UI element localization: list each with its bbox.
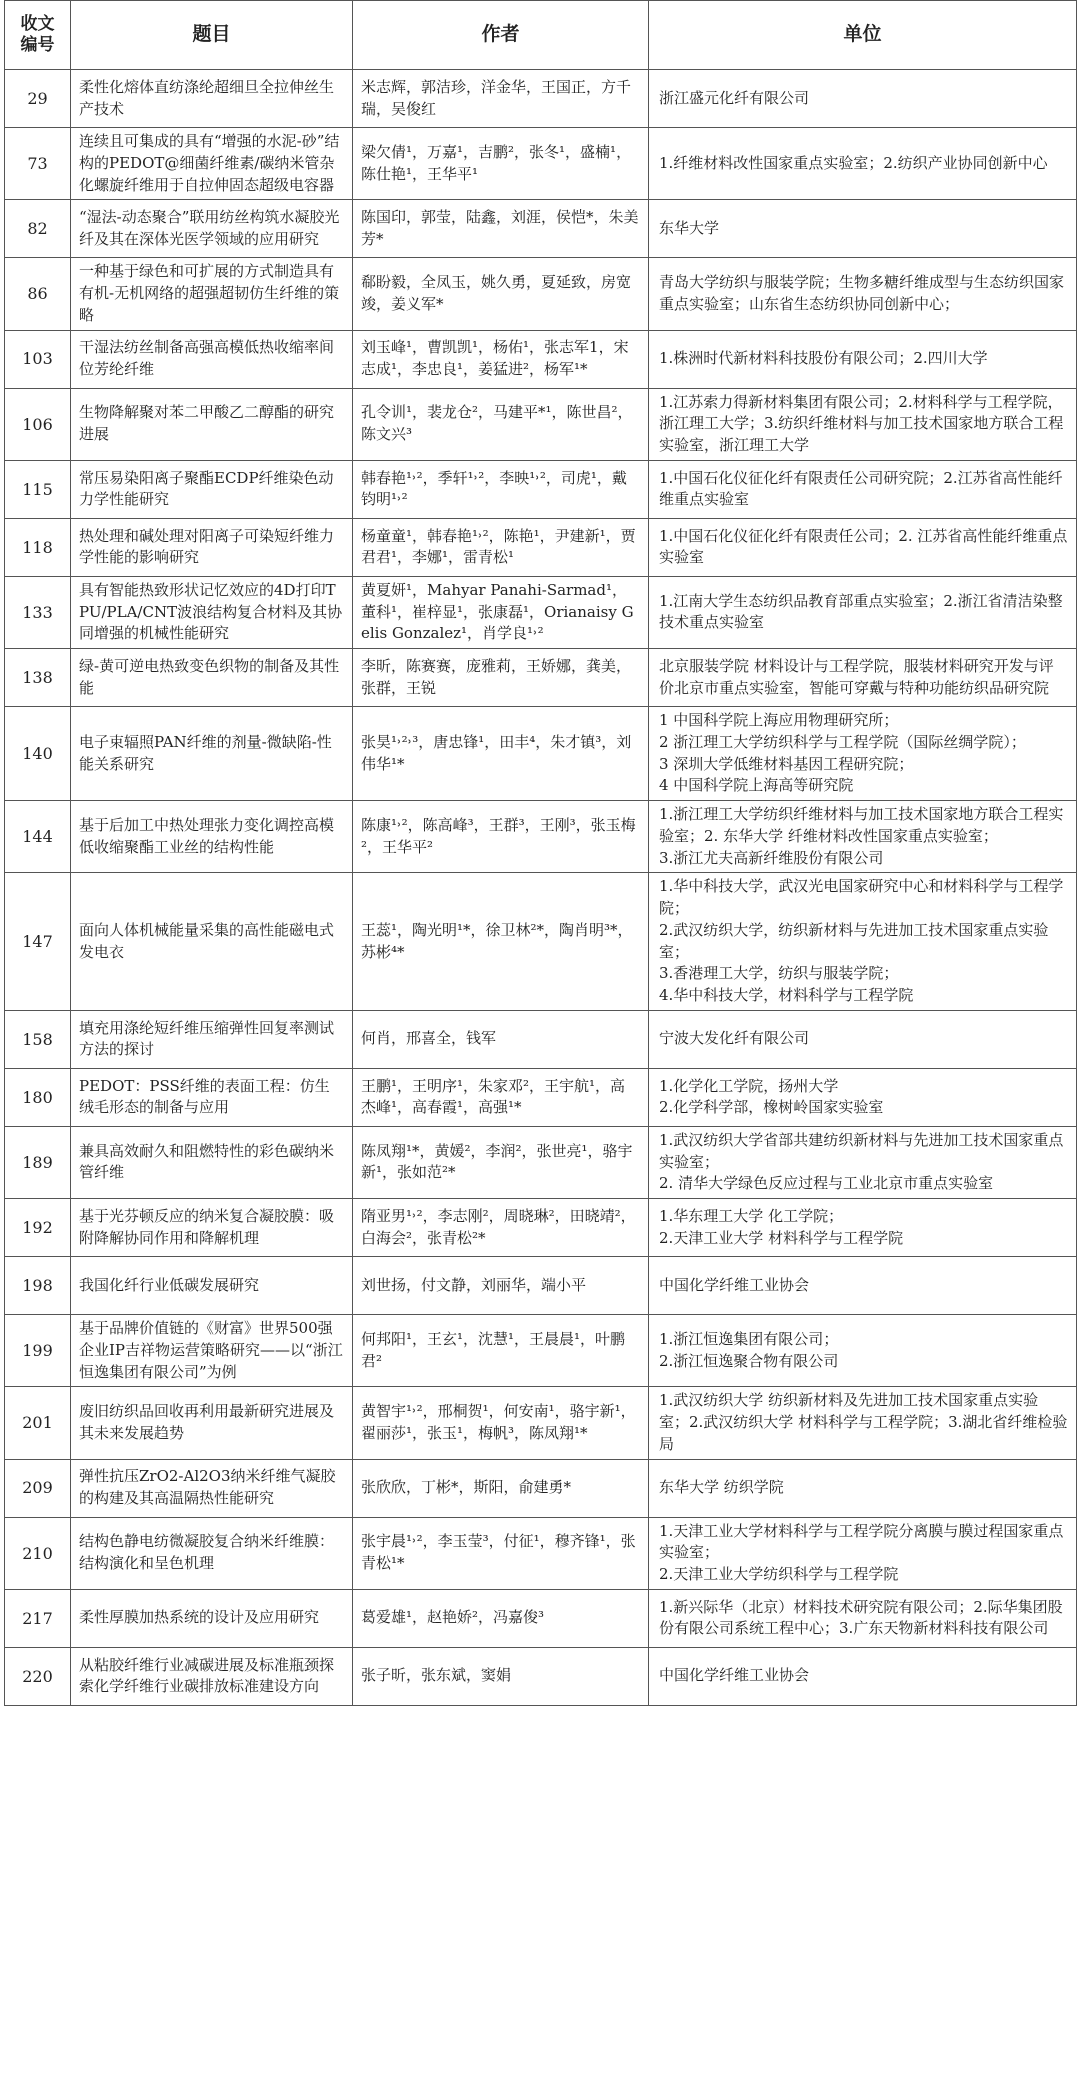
cell-title: 基于后加工中热处理张力变化调控高模低收缩聚酯工业丝的结构性能 (71, 801, 353, 873)
cell-title: 我国化纤行业低碳发展研究 (71, 1257, 353, 1315)
table-row (5, 200, 1077, 258)
table-row (5, 1589, 1077, 1647)
table-row (5, 1010, 1077, 1068)
cell-unit: 1.株洲时代新材料科技股份有限公司；2.四川大学 (649, 330, 1077, 388)
cell-id: 29 (5, 70, 71, 128)
cell-unit: 1.江苏索力得新材料集团有限公司；2.材料科学与工程学院，浙江理工大学；3.纺织纤维材料与加工技术国家地方联合工程实验室，浙江理工大学 (649, 388, 1077, 460)
table-row (5, 388, 1077, 460)
cell-authors: 张宇晨¹˒²，李玉莹³，付征¹，穆齐锋¹，张青松¹* (353, 1517, 649, 1589)
cell-authors: 郗盼毅，全凤玉，姚久勇，夏延致，房宽竣，姜义军* (353, 258, 649, 330)
cell-unit: 1.武汉纺织大学 纺织新材料及先进加工技术国家重点实验室；2.武汉纺织大学 材料科学与工程学院；3.湖北省纤维检验局 (649, 1387, 1077, 1459)
paper-list-table (4, 0, 1077, 1706)
cell-unit: 1.纤维材料改性国家重点实验室；2.纺织产业协同创新中心 (649, 128, 1077, 200)
cell-id: 73 (5, 128, 71, 200)
header-author: 作者 (353, 1, 649, 70)
cell-authors: 隋亚男¹˒²，李志刚²，周晓琳²，田晓靖²，白海会²，张青松²* (353, 1199, 649, 1257)
cell-unit: 1.化学化工学院，扬州大学 2.化学科学部，橡树岭国家实验室 (649, 1068, 1077, 1126)
table-row (5, 649, 1077, 707)
cell-id: 198 (5, 1257, 71, 1315)
cell-authors: 韩春艳¹˒²，季轩¹˒²，李映¹˒²，司虎¹，戴钧明¹˒² (353, 460, 649, 518)
cell-title: 填充用涤纶短纤维压缩弹性回复率测试方法的探讨 (71, 1010, 353, 1068)
table-row (5, 128, 1077, 200)
cell-unit: 1 中国科学院上海应用物理研究所； 2 浙江理工大学纺织科学与工程学院（国际丝绸学院）； 3 深圳大学低维材料基因工程研究院； 4 中国科学院上海高等研究院 (649, 707, 1077, 801)
cell-id: 106 (5, 388, 71, 460)
table-row (5, 1257, 1077, 1315)
cell-id: 199 (5, 1315, 71, 1387)
cell-authors: 杨童童¹，韩春艳¹˒²，陈艳¹，尹建新¹，贾君君¹，李娜¹，雷青松¹ (353, 518, 649, 576)
table-row (5, 518, 1077, 576)
cell-id: 118 (5, 518, 71, 576)
cell-unit: 浙江盛元化纤有限公司 (649, 70, 1077, 128)
cell-authors: 张欣欣，丁彬*，斯阳，俞建勇* (353, 1459, 649, 1517)
cell-authors: 刘玉峰¹，曹凯凯¹，杨佑¹，张志军1，宋志成¹，李忠良¹，姜猛进²，杨军¹* (353, 330, 649, 388)
table-row (5, 873, 1077, 1011)
table-body (5, 70, 1077, 1706)
cell-id: 103 (5, 330, 71, 388)
cell-authors: 梁欠倩¹，万嘉¹，吉鹏²，张冬¹，盛楠¹，陈仕艳¹，王华平¹ (353, 128, 649, 200)
cell-title: 结构色静电纺微凝胶复合纳米纤维膜：结构演化和呈色机理 (71, 1517, 353, 1589)
cell-id: 217 (5, 1589, 71, 1647)
cell-unit: 宁波大发化纤有限公司 (649, 1010, 1077, 1068)
cell-authors: 葛爱雄¹，赵艳娇²，冯嘉俊³ (353, 1589, 649, 1647)
cell-authors: 陈国印，郭莹，陆鑫，刘涯，侯恺*，朱美芳* (353, 200, 649, 258)
cell-title: “湿法-动态聚合”联用纺丝构筑水凝胶光纤及其在深体光医学领域的应用研究 (71, 200, 353, 258)
cell-unit: 青岛大学纺织与服装学院；生物多糖纤维成型与生态纺织国家重点实验室；山东省生态纺织协同创新中心； (649, 258, 1077, 330)
cell-id: 140 (5, 707, 71, 801)
cell-id: 220 (5, 1647, 71, 1705)
table-row (5, 1517, 1077, 1589)
cell-title: 弹性抗压ZrO2-Al2O3纳米纤维气凝胶的构建及其高温隔热性能研究 (71, 1459, 353, 1517)
cell-unit: 中国化学纤维工业协会 (649, 1647, 1077, 1705)
table-row (5, 1126, 1077, 1198)
cell-authors: 刘世扬，付文静，刘丽华，端小平 (353, 1257, 649, 1315)
header-id-line1: 收文 (20, 13, 55, 34)
cell-title: 热处理和碱处理对阳离子可染短纤维力学性能的影响研究 (71, 518, 353, 576)
cell-title: 常压易染阳离子聚酯ECDP纤维染色动力学性能研究 (71, 460, 353, 518)
cell-authors: 陈康¹˒²，陈高峰³，王群³，王刚³，张玉梅²，王华平² (353, 801, 649, 873)
cell-unit: 中国化学纤维工业协会 (649, 1257, 1077, 1315)
cell-title: 干湿法纺丝制备高强高模低热收缩率间位芳纶纤维 (71, 330, 353, 388)
cell-unit: 1.武汉纺织大学省部共建纺织新材料与先进加工技术国家重点实验室； 2. 清华大学绿色反应过程与工业北京市重点实验室 (649, 1126, 1077, 1198)
header-id (5, 1, 71, 70)
cell-authors: 何邦阳¹，王玄¹，沈慧¹，王晨晨¹，叶鹏君² (353, 1315, 649, 1387)
cell-title: PEDOT：PSS纤维的表面工程：仿生绒毛形态的制备与应用 (71, 1068, 353, 1126)
cell-authors: 黄夏妍¹，Mahyar Panahi-Sarmad¹，董科¹，崔梓显¹，张康磊¹，Orianaisy Gelis Gonzalez¹，肖学良¹˒² (353, 576, 649, 648)
cell-unit: 1.中国石化仪征化纤有限责任公司；2. 江苏省高性能纤维重点实验室 (649, 518, 1077, 576)
cell-unit: 北京服装学院 材料设计与工程学院，服装材料研究开发与评价北京市重点实验室，智能可穿戴与特种功能纺织品研究院 (649, 649, 1077, 707)
cell-title: 兼具高效耐久和阻燃特性的彩色碳纳米管纤维 (71, 1126, 353, 1198)
cell-id: 189 (5, 1126, 71, 1198)
table-row (5, 330, 1077, 388)
cell-id: 180 (5, 1068, 71, 1126)
header-unit: 单位 (649, 1, 1077, 70)
table-row (5, 258, 1077, 330)
cell-title: 从粘胶纤维行业减碳进展及标准瓶颈探索化学纤维行业碳排放标准建设方向 (71, 1647, 353, 1705)
table-header (5, 1, 1077, 70)
cell-id: 133 (5, 576, 71, 648)
cell-unit: 1.浙江恒逸集团有限公司； 2.浙江恒逸聚合物有限公司 (649, 1315, 1077, 1387)
cell-authors: 米志辉，郭洁珍，洋金华，王国正，方千瑞，吴俊红 (353, 70, 649, 128)
cell-title: 柔性厚膜加热系统的设计及应用研究 (71, 1589, 353, 1647)
cell-title: 具有智能热致形状记忆效应的4D打印TPU/PLA/CNT波浪结构复合材料及其协同增强的机械性能研究 (71, 576, 353, 648)
table-row (5, 70, 1077, 128)
table-row (5, 1387, 1077, 1459)
cell-title: 一种基于绿色和可扩展的方式制造具有有机-无机网络的超强超韧仿生纤维的策略 (71, 258, 353, 330)
cell-id: 147 (5, 873, 71, 1011)
table-row (5, 1315, 1077, 1387)
cell-authors: 张昊¹˒²˒³，唐忠锋¹，田丰⁴，朱才镇³，刘伟华¹* (353, 707, 649, 801)
cell-title: 连续且可集成的具有“增强的水泥-砂”结构的PEDOT@细菌纤维素/碳纳米管杂化螺旋纤维用于自拉伸固态超级电容器 (71, 128, 353, 200)
cell-unit: 1.江南大学生态纺织品教育部重点实验室；2.浙江省清洁染整技术重点实验室 (649, 576, 1077, 648)
cell-title: 柔性化熔体直纺涤纶超细旦全拉伸丝生产技术 (71, 70, 353, 128)
cell-id: 201 (5, 1387, 71, 1459)
cell-unit: 1.浙江理工大学纺织纤维材料与加工技术国家地方联合工程实验室；2. 东华大学 纤维材料改性国家重点实验室； 3.浙江尤夫高新纤维股份有限公司 (649, 801, 1077, 873)
table-row (5, 1647, 1077, 1705)
cell-unit: 1.中国石化仪征化纤有限责任公司研究院；2.江苏省高性能纤维重点实验室 (649, 460, 1077, 518)
cell-id: 210 (5, 1517, 71, 1589)
table-row (5, 1459, 1077, 1517)
cell-id: 192 (5, 1199, 71, 1257)
cell-id: 138 (5, 649, 71, 707)
cell-unit: 1.天津工业大学材料科学与工程学院分离膜与膜过程国家重点实验室； 2.天津工业大学纺织科学与工程学院 (649, 1517, 1077, 1589)
cell-title: 基于品牌价值链的《财富》世界500强企业IP吉祥物运营策略研究——以“浙江恒逸集团有限公司”为例 (71, 1315, 353, 1387)
cell-id: 209 (5, 1459, 71, 1517)
cell-authors: 陈凤翔¹*，黄媛²，李润²，张世亮¹，骆宇新¹，张如范²* (353, 1126, 649, 1198)
cell-authors: 王蕊¹，陶光明¹*，徐卫林²*，陶肖明³*，苏彬⁴* (353, 873, 649, 1011)
cell-authors: 张子昕，张东斌，窦娟 (353, 1647, 649, 1705)
cell-id: 158 (5, 1010, 71, 1068)
cell-unit: 东华大学 (649, 200, 1077, 258)
table-row (5, 707, 1077, 801)
cell-title: 绿-黄可逆电热致变色织物的制备及其性能 (71, 649, 353, 707)
cell-title: 面向人体机械能量采集的高性能磁电式发电衣 (71, 873, 353, 1011)
cell-id: 144 (5, 801, 71, 873)
cell-authors: 何肖，邢喜全，钱军 (353, 1010, 649, 1068)
header-title: 题目 (71, 1, 353, 70)
cell-authors: 王鹏¹，王明序¹，朱家邓²，王宇航¹，高杰峰¹，高春霞¹，高强¹* (353, 1068, 649, 1126)
cell-unit: 1.新兴际华（北京）材料技术研究院有限公司；2.际华集团股份有限公司系统工程中心；3.广东天物新材料科技有限公司 (649, 1589, 1077, 1647)
table-row (5, 1199, 1077, 1257)
cell-authors: 李昕，陈赛赛，庞雅莉，王娇娜，龚美，张群，王锐 (353, 649, 649, 707)
cell-authors: 孔令训¹，裴龙仓²，马建平*¹，陈世昌²，陈文兴³ (353, 388, 649, 460)
cell-title: 生物降解聚对苯二甲酸乙二醇酯的研究进展 (71, 388, 353, 460)
cell-unit: 东华大学 纺织学院 (649, 1459, 1077, 1517)
table-row (5, 801, 1077, 873)
cell-id: 82 (5, 200, 71, 258)
cell-title: 电子束辐照PAN纤维的剂量-微缺陷-性能关系研究 (71, 707, 353, 801)
cell-title: 基于光芬顿反应的纳米复合凝胶膜：吸附降解协同作用和降解机理 (71, 1199, 353, 1257)
table-row (5, 1068, 1077, 1126)
cell-title: 废旧纺织品回收再利用最新研究进展及其未来发展趋势 (71, 1387, 353, 1459)
cell-id: 86 (5, 258, 71, 330)
header-row (5, 1, 1077, 70)
cell-unit: 1.华中科技大学，武汉光电国家研究中心和材料科学与工程学院； 2.武汉纺织大学，纺织新材料与先进加工技术国家重点实验室； 3.香港理工大学，纺织与服装学院； 4.华中科技大学，材料科学与工程学院 (649, 873, 1077, 1011)
cell-id: 115 (5, 460, 71, 518)
cell-unit: 1.华东理工大学 化工学院； 2.天津工业大学 材料科学与工程学院 (649, 1199, 1077, 1257)
table-row (5, 576, 1077, 648)
header-id-line2: 编号 (20, 35, 55, 55)
table-row (5, 460, 1077, 518)
cell-authors: 黄智宇¹˒²，邢桐贺¹，何安南¹，骆宇新¹，翟丽莎¹，张玉¹，梅帆³，陈凤翔¹* (353, 1387, 649, 1459)
